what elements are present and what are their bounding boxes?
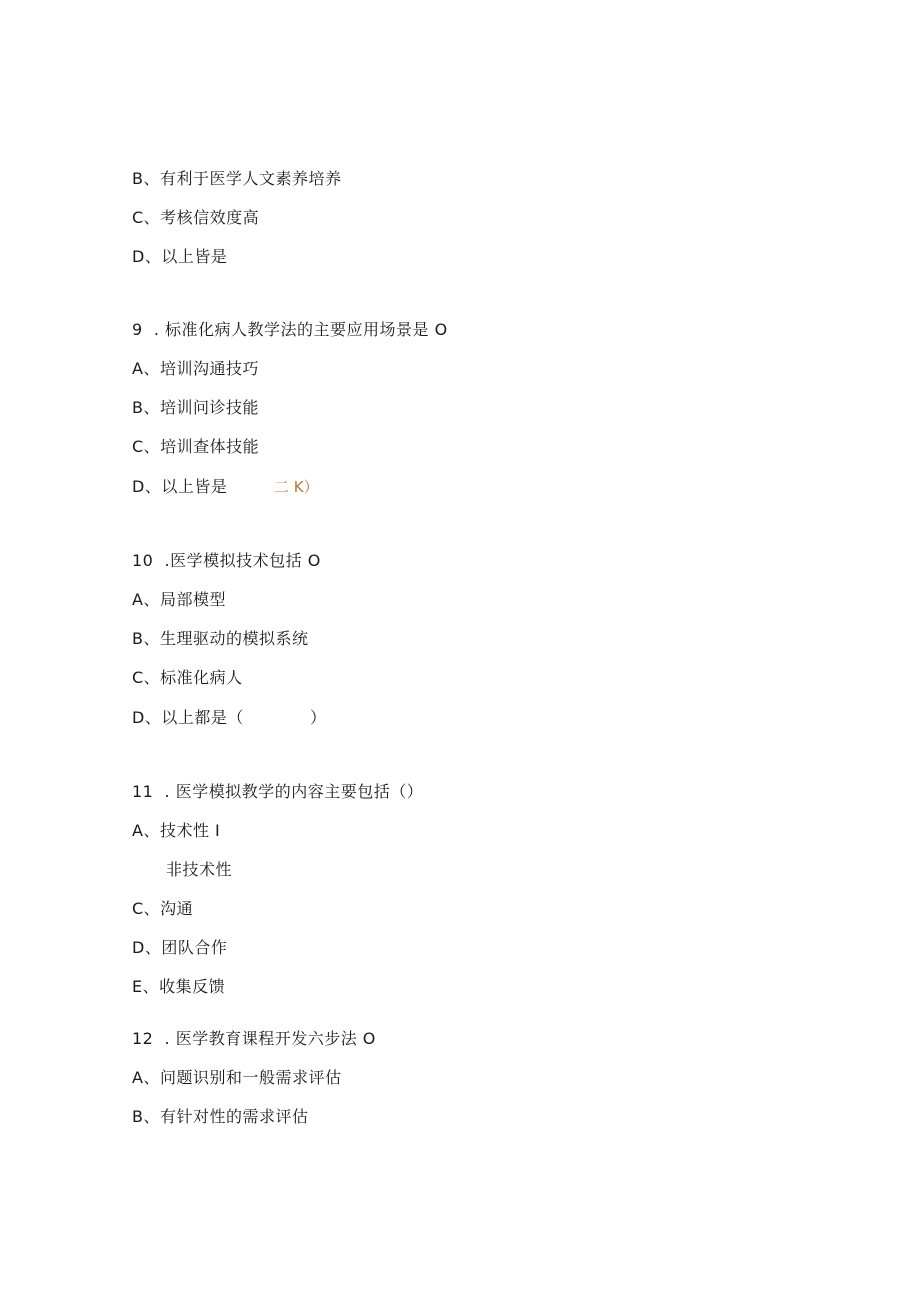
q11-stem: 11 . 医学模拟教学的内容主要包括（） xyxy=(132,782,424,801)
q8-option-b: B、有利于医学人文素养培养 xyxy=(132,169,342,188)
q11-option-a: A、技术性 I xyxy=(132,821,221,840)
q10-option-d: D、以上都是（ xyxy=(132,708,244,727)
q12-stem: 12 . 医学教育课程开发六步法 O xyxy=(132,1029,376,1048)
q12-option-a: A、问题识别和一般需求评估 xyxy=(132,1068,342,1087)
q8-option-d: D、以上皆是 xyxy=(132,247,228,266)
q10-option-a: A、局部模型 xyxy=(132,590,226,609)
q8-option-c: C、考核信效度高 xyxy=(132,208,260,227)
q9-option-d: D、以上皆是 xyxy=(132,477,228,496)
q9-option-c: C、培训查体技能 xyxy=(132,437,260,456)
q10-stem: 10 .医学模拟技术包括 O xyxy=(132,551,321,570)
q11-option-d: D、团队合作 xyxy=(132,938,228,957)
q11-option-e: E、收集反馈 xyxy=(132,977,226,996)
q12-option-b: B、有针对性的需求评估 xyxy=(132,1107,309,1126)
q10-option-c: C、标准化病人 xyxy=(132,668,243,687)
q11-option-c: C、沟通 xyxy=(132,899,194,918)
q9-option-b: B、培训问诊技能 xyxy=(132,398,259,417)
q9-answer-mark: 二 K） xyxy=(274,478,319,496)
q10-answer-blank-close: ） xyxy=(310,708,327,727)
q9-option-a: A、培训沟通技巧 xyxy=(132,359,259,378)
q10-option-b: B、生理驱动的模拟系统 xyxy=(132,629,309,648)
q11-option-b: 非技术性 xyxy=(166,860,233,879)
q9-stem: 9 . 标准化病人教学法的主要应用场景是 O xyxy=(132,320,448,339)
